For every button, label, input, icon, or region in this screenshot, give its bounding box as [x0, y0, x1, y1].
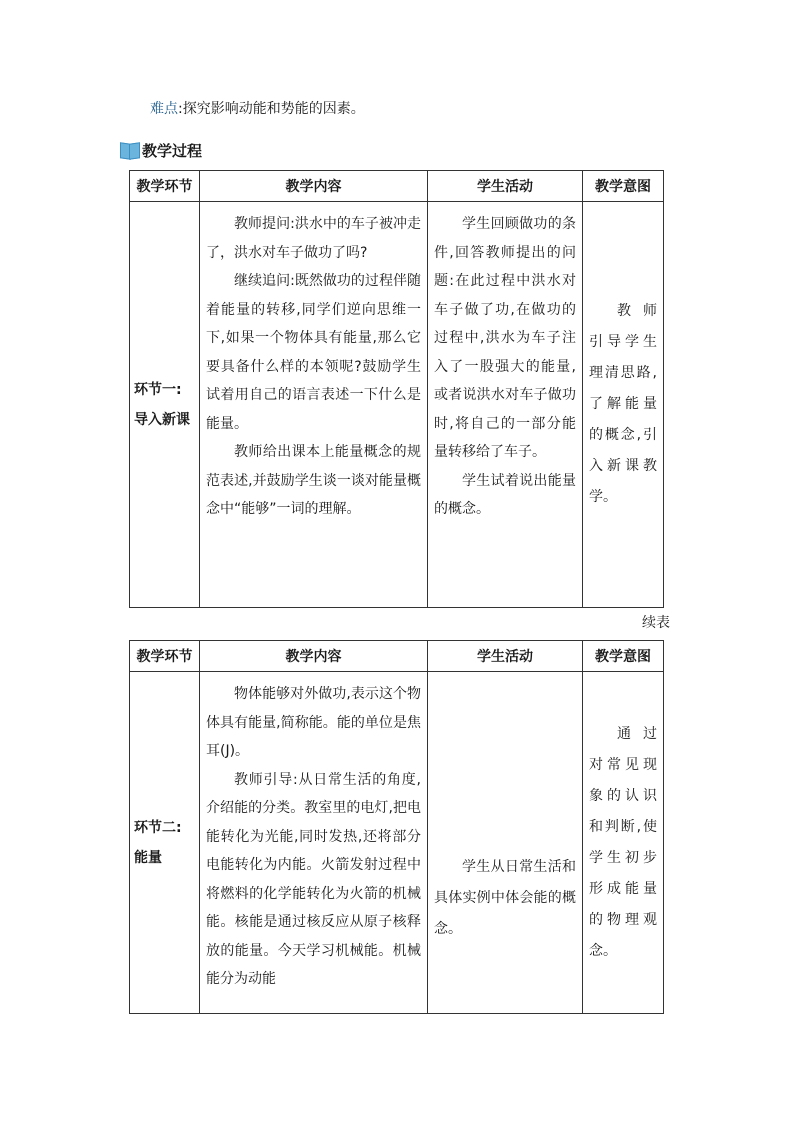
teaching-intent-cell: [583, 202, 664, 608]
content-paragraph: 教师给出课本上能量概念的规范表述,并鼓励学生谈一谈对能量概念中“能够”一词的理解。: [206, 444, 421, 517]
table-header-row: [130, 171, 664, 202]
header-intent: 教学意图: [583, 641, 664, 672]
teaching-intent-cell: [583, 672, 664, 1014]
stage-cell: 环节一:导入新课: [130, 202, 200, 608]
intent-paragraph: 教师引导学生理清思路,了解能量的概念,引入新课教学。: [589, 303, 657, 505]
header-content: 教学内容: [200, 641, 428, 672]
difficulty-line: [150, 99, 365, 119]
table-row: [130, 672, 664, 1014]
difficulty-text: :探究影响动能和势能的因素。: [178, 101, 365, 117]
table-row: [130, 202, 664, 608]
section-heading: [120, 139, 202, 161]
activity-paragraph: 学生从日常生活和具体实例中体会能的概念。: [434, 859, 576, 937]
header-stage: 教学环节: [130, 641, 200, 672]
content-paragraph: 教师引导:从日常生活的角度,介绍能的分类。教室里的电灯,把电能转化为光能,同时发热,还将部分电能转化为内能。火箭发射过程中将燃料的化学能转化为火箭的机械能。核能是通过核反应从原子核释放的能量。今天学习机械能。机械能分为动能: [206, 771, 421, 987]
content-paragraph: 教师提问:洪水中的车子被冲走了，洪水对车子做功了吗?: [206, 216, 421, 261]
teaching-content-cell: [200, 202, 428, 608]
header-intent: 教学意图: [583, 171, 664, 202]
intent-paragraph: 通过对常见现象的认识和判断,使学生初步形成能量的物理观念。: [589, 725, 657, 959]
lesson-table-2: [129, 640, 664, 1014]
section-title: 教学过程: [142, 141, 203, 160]
book-icon: [120, 141, 140, 159]
stage-cell: 环节二:能量: [130, 672, 200, 1014]
table-header-row: [130, 641, 664, 672]
student-activity-cell: [428, 672, 583, 1014]
student-activity-cell: [428, 202, 583, 608]
lesson-table-1: [129, 170, 664, 608]
activity-paragraph: 学生回顾做功的条件,回答教师提出的问题:在此过程中洪水对车子做了功,在做功的过程中,洪水为车子注入了一股强大的能量,或者说洪水对车子做功时,将自己的一部分能量转移给了车子。: [434, 216, 576, 460]
content-paragraph: 物体能够对外做功,表示这个物体具有能量,简称能。能的单位是焦耳(J)。: [206, 686, 421, 759]
difficulty-label: 难点: [150, 101, 178, 117]
header-content: 教学内容: [200, 171, 428, 202]
header-activity: 学生活动: [428, 171, 583, 202]
activity-paragraph: 学生试着说出能量的概念。: [434, 472, 576, 517]
content-paragraph: 继续追问:既然做功的过程伴随着能量的转移,同学们逆向思维一下,如果一个物体具有能量,那么它要具备什么样的本领呢?鼓励学生试着用自己的语言表述一下什么是能量。: [206, 273, 421, 432]
header-activity: 学生活动: [428, 641, 583, 672]
continued-label: 续表: [642, 615, 670, 631]
teaching-content-cell: [200, 672, 428, 1014]
header-stage: 教学环节: [130, 171, 200, 202]
